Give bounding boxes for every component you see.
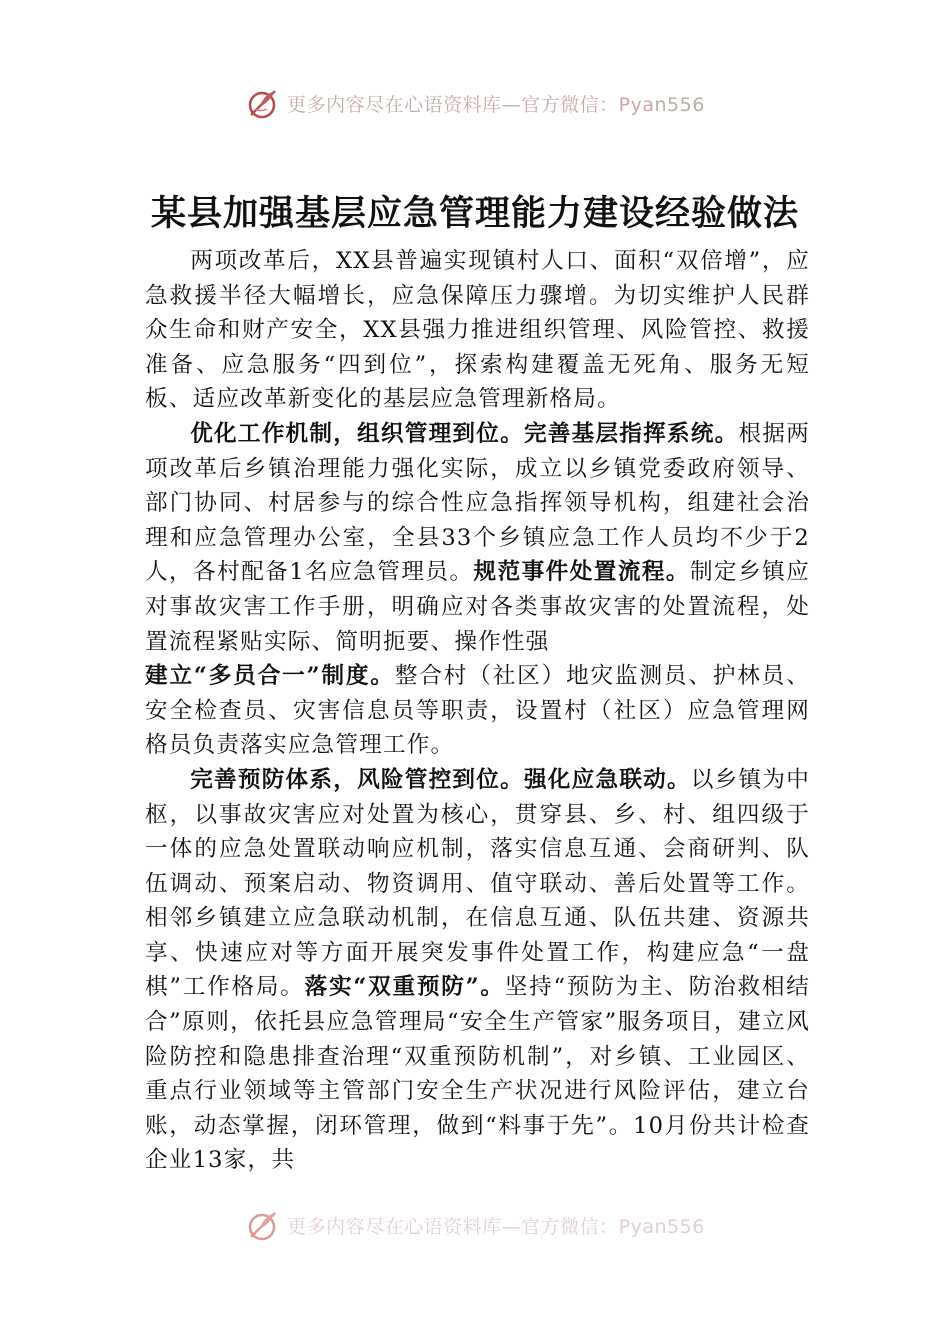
subsection-heading: 强化应急联动。 [523, 766, 691, 793]
document-title: 某县加强基层应急管理能力建设经验做法 [150, 193, 799, 234]
section-paragraph [145, 417, 810, 763]
subsection-heading: 规范事件处置流程。 [473, 559, 690, 586]
quill-logo-icon [245, 1207, 281, 1243]
subsection-heading: 建立“多员合一”制度。 [145, 663, 395, 690]
subsection-heading: 完善基层指挥系统。 [523, 420, 739, 447]
section-paragraph [145, 763, 810, 1178]
document-body [145, 244, 810, 1219]
subsection-text: 坚持“预防为主、防治救相结合”原则，依托县应急管理局“安全生产管家”服务项目，建立风险防控和隐患排查治理“双重预防机制”，对乡镇、工业园区、重点行业领域等主管部门安全生产状况进行风险评估，建立台账，动态掌握，闭环管理，做到“料事于先”。10月份共计检查企业13家，共 [145, 974, 810, 1174]
footer-watermark-banner [0, 1205, 950, 1245]
subsection-heading: 落实“双重预防”。 [304, 974, 505, 1001]
section-heading: 完善预防体系，风险管控到位。 [190, 766, 524, 793]
watermark-text: 更多内容尽在心语资料库—官方微信：Pyan556 [287, 1215, 705, 1238]
quill-logo-icon [245, 85, 281, 121]
watermark-text: 更多内容尽在心语资料库—官方微信：Pyan556 [287, 93, 705, 116]
subsection-text: 制定乡镇应对事故灾害工作手册，明确应对各类事故灾害的处置流程，处置流程紧贴实际、简明扼要、操作性强 [145, 559, 810, 655]
intro-paragraph [145, 244, 810, 417]
subsection-text: 以乡镇为中枢，以事故灾害应对处置为核心，贯穿县、乡、村、组四级于一体的应急处置联动响应机制，落实信息互通、会商研判、队伍调动、预案启动、物资调用、值守联动、善后处置等工作。相邻乡镇建立应急联动机制，在信息互通、队伍共建、资源共享、快速应对等方面开展突发事件处置工作，构建应急“一盘棋”工作格局。 [145, 766, 810, 1001]
section-heading: 优化工作机制，组织管理到位。 [190, 420, 524, 447]
subsection-text: 根据两项改革后乡镇治理能力强化实际，成立以乡镇党委政府领导、部门协同、村居参与的综合性应急指挥领导机构，组建社会治理和应急管理办公室，全县33个乡镇应急工作人员均不少于2人，各村配备1名应急管理员。 [145, 420, 810, 586]
header-watermark-banner [0, 83, 950, 123]
intro-text: 两项改革后，XX县普遍实现镇村人口、面积“双倍增”，应急救援半径大幅增长，应急保障压力骤增。为切实维护人民群众生命和财产安全，XX县强力推进组织管理、风险管控、救援准备、应急服务“四到位”，探索构建覆盖无死角、服务无短板、适应改革新变化的基层应急管理新格局。 [145, 248, 810, 413]
subsection-text: 整合村（社区）地灾监测员、护林员、安全检查员、灾害信息员等职责，设置村（社区）应急管理网格员负责落实应急管理工作。 [145, 663, 810, 759]
